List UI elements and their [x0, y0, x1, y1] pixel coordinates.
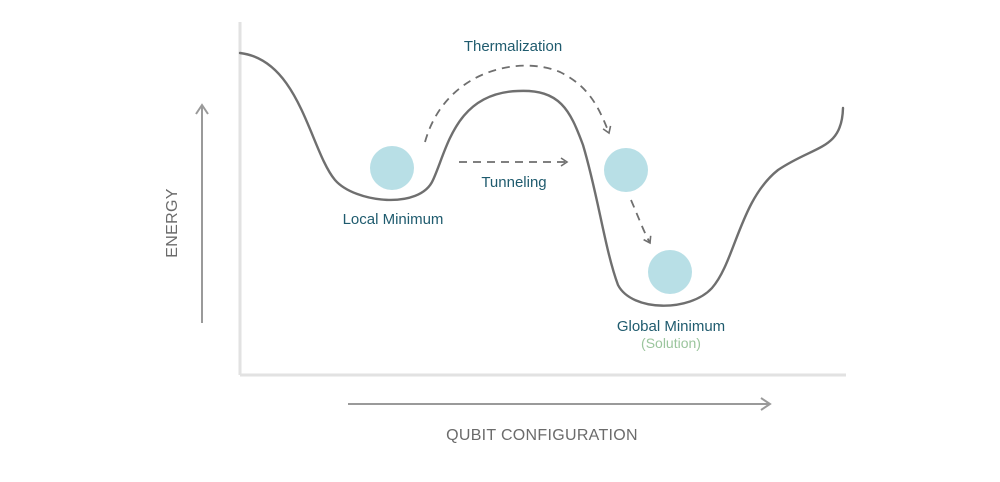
global-minimum-ball: [648, 250, 692, 294]
x-axis-label: QUBIT CONFIGURATION: [446, 427, 638, 444]
thermalization-label: Thermalization: [463, 38, 563, 55]
descent-arrow: [631, 200, 650, 243]
y-axis-label: ENERGY: [164, 188, 181, 258]
intermediate-ball: [604, 148, 648, 192]
solution-label: (Solution): [641, 335, 701, 351]
local-minimum-ball: [370, 146, 414, 190]
tunneling-label: Tunneling: [481, 174, 547, 191]
global-minimum-label: Global Minimum: [616, 318, 726, 335]
local-minimum-label: Local Minimum: [342, 211, 444, 228]
